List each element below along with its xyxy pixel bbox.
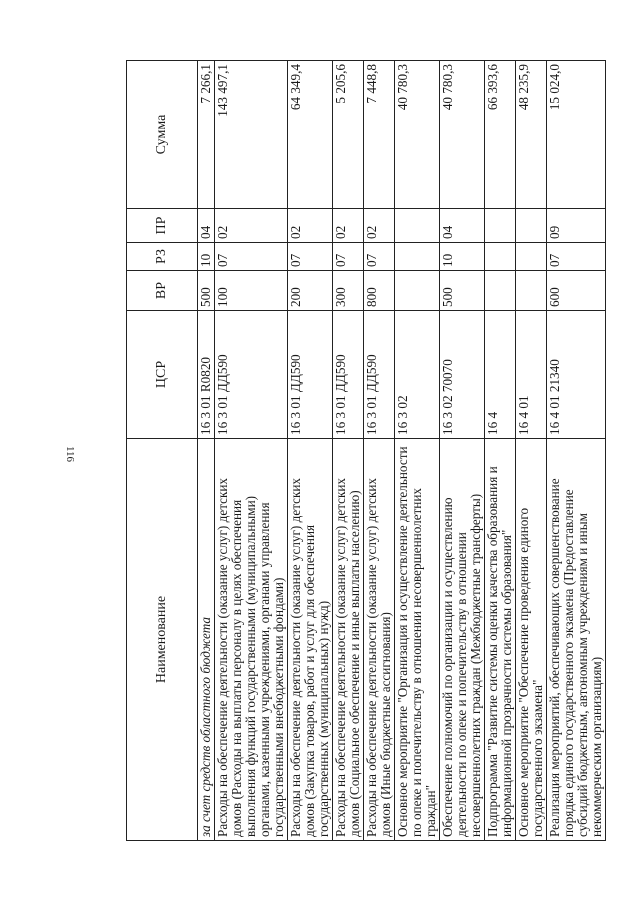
table-row <box>198 61 215 841</box>
row-sum: 5 205,6 <box>333 61 364 209</box>
row-name: Расходы на обеспечение деятельности (оказание услуг) детских домов (Иные бюджетные ассигнования) <box>364 439 395 841</box>
row-name: Обеспечение полномочий по организации и осуществлению деятельности по опеке и попечительству в отношении несовершеннолетних граждан (Межбюджетные трансферты) <box>440 439 485 841</box>
row-sum: 7 266,1 <box>198 61 215 209</box>
row-csr: 16 3 01 ДД590 <box>215 311 288 439</box>
row-rz: 07 <box>364 243 395 271</box>
row-sum: 64 349,4 <box>288 61 333 209</box>
row-name: Подпрограмма "Развитие системы оценки качества образования и информационной прозрачности системы образования" <box>485 439 516 841</box>
row-name: Основное мероприятие "Организация и осуществление деятельности по опеке и попечительству в отношении несовершеннолетних граждан" <box>395 439 440 841</box>
row-rz: 10 <box>440 243 485 271</box>
row-name: Расходы на обеспечение деятельности (оказание услуг) детских домов (Социальное обеспечение и иные выплаты населению) <box>333 439 364 841</box>
table-row <box>288 61 333 841</box>
row-vr: 500 <box>198 271 215 311</box>
row-vr <box>395 271 440 311</box>
row-vr: 300 <box>333 271 364 311</box>
row-rz: 07 <box>215 243 288 271</box>
row-rz <box>485 243 516 271</box>
header-name: Наименование <box>127 439 198 841</box>
row-csr: 16 3 02 70070 <box>440 311 485 439</box>
row-vr: 100 <box>215 271 288 311</box>
row-pr: 04 <box>198 209 215 243</box>
row-sum: 48 235,9 <box>516 61 547 209</box>
row-name: Основное мероприятие "Обеспечение проведения единого государственного экзамена" <box>516 439 547 841</box>
row-rz: 10 <box>198 243 215 271</box>
table-row <box>547 61 606 841</box>
row-csr: 16 3 01 ДД590 <box>364 311 395 439</box>
table-header-row <box>127 61 198 841</box>
table-row <box>364 61 395 841</box>
row-rz: 07 <box>547 243 606 271</box>
header-pr: ПР <box>127 209 198 243</box>
row-name: Расходы на обеспечение деятельности (оказание услуг) детских домов (Расходы на выплаты персоналу в целях обеспечения выполнения функций государственными (муниципальными) органами, казенными учреждениями, органами управления государственными внебюджетными фондами) <box>215 439 288 841</box>
row-csr: 16 3 01 ДД590 <box>333 311 364 439</box>
row-sum: 66 393,6 <box>485 61 516 209</box>
row-vr: 800 <box>364 271 395 311</box>
row-pr: 04 <box>440 209 485 243</box>
row-rz <box>516 243 547 271</box>
header-csr: ЦСР <box>127 311 198 439</box>
row-sum: 40 780,3 <box>395 61 440 209</box>
row-name: Реализация мероприятий, обеспечивающих совершенствование порядка единого государственного экзамена (Предоставление субсидий бюджетным, автономным учреждениям и иным некоммерческим организациям) <box>547 439 606 841</box>
row-pr: 02 <box>288 209 333 243</box>
budget-table <box>126 60 606 841</box>
table-row <box>215 61 288 841</box>
row-sum: 7 448,8 <box>364 61 395 209</box>
row-csr: 16 3 01 ДД590 <box>288 311 333 439</box>
page-number: 116 <box>64 445 77 463</box>
row-sum: 143 497,1 <box>215 61 288 209</box>
row-csr: 16 4 01 <box>516 311 547 439</box>
row-vr: 500 <box>440 271 485 311</box>
row-rz: 07 <box>333 243 364 271</box>
row-vr <box>516 271 547 311</box>
header-sum: Сумма <box>127 61 198 209</box>
row-csr: 16 4 <box>485 311 516 439</box>
row-name: за счет средств областного бюджета <box>198 439 215 841</box>
row-pr: 02 <box>215 209 288 243</box>
row-name: Расходы на обеспечение деятельности (оказание услуг) детских домов (Закупка товаров, работ и услуг для обеспечения государственных (муниципальных) нужд) <box>288 439 333 841</box>
row-sum: 15 024,0 <box>547 61 606 209</box>
row-pr: 09 <box>547 209 606 243</box>
header-rz: РЗ <box>127 243 198 271</box>
row-pr <box>485 209 516 243</box>
row-vr: 200 <box>288 271 333 311</box>
row-rz: 07 <box>288 243 333 271</box>
row-vr: 600 <box>547 271 606 311</box>
row-csr: 16 3 02 <box>395 311 440 439</box>
row-pr <box>516 209 547 243</box>
row-csr: 16 4 01 21340 <box>547 311 606 439</box>
row-pr: 02 <box>333 209 364 243</box>
row-sum: 40 780,3 <box>440 61 485 209</box>
table-row <box>516 61 547 841</box>
table-row <box>333 61 364 841</box>
row-rz <box>395 243 440 271</box>
row-pr <box>395 209 440 243</box>
table-row <box>395 61 440 841</box>
table-row <box>440 61 485 841</box>
table-row <box>485 61 516 841</box>
row-pr: 02 <box>364 209 395 243</box>
row-vr <box>485 271 516 311</box>
budget-table-container <box>126 61 604 841</box>
header-vr: ВР <box>127 271 198 311</box>
row-csr: 16 3 01 R0820 <box>198 311 215 439</box>
